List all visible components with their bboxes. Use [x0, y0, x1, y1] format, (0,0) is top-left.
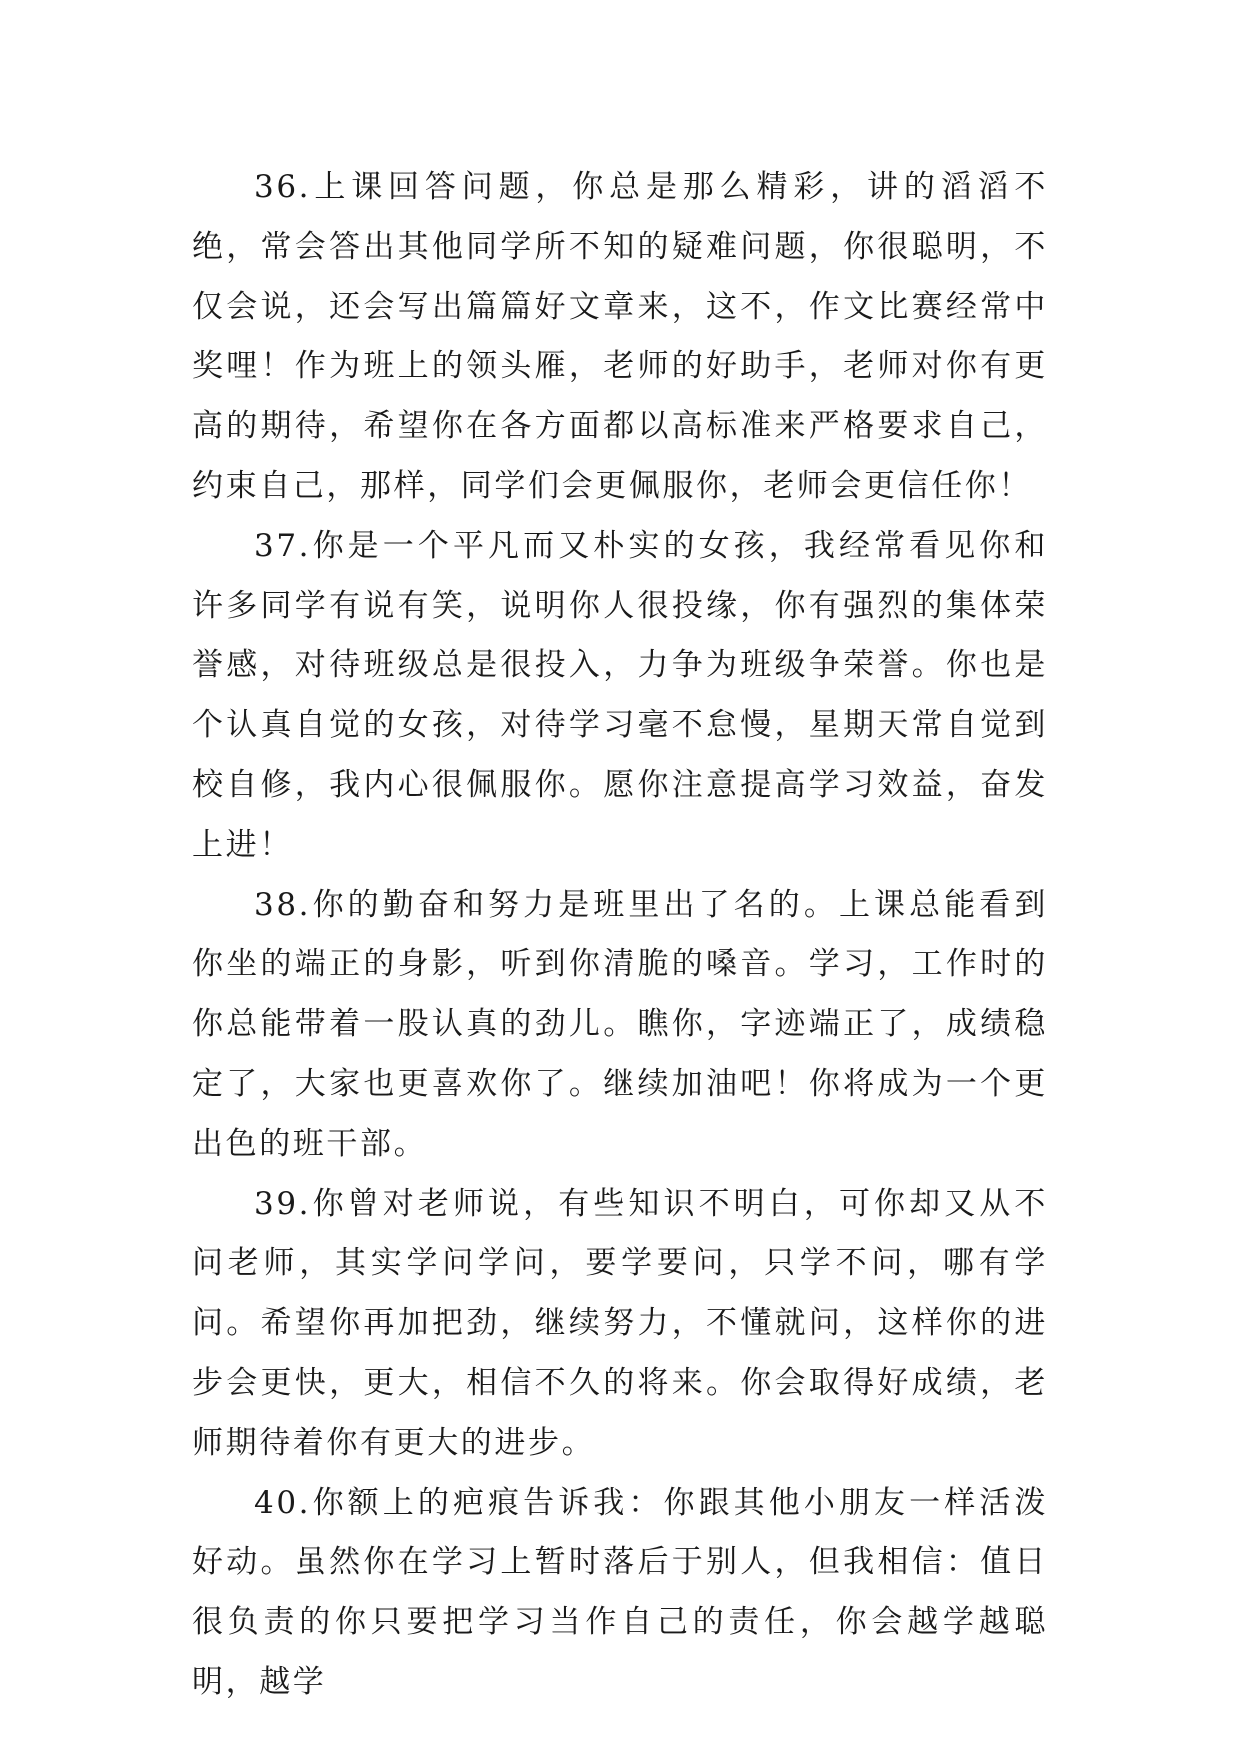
comment-paragraph-40: 40.你额上的疤痕告诉我：你跟其他小朋友一样活泼好动。虽然你在学习上暂时落后于别人，但我相信：值日很负责的你只要把学习当作自己的责任，你会越学越聪明，越学 [192, 1484, 1048, 1700]
comment-paragraph-36: 36.上课回答问题，你总是那么精彩，讲的滔滔不绝，常会答出其他同学所不知的疑难问题，你很聪明，不仅会说，还会写出篇篇好文章来，这不，作文比赛经常中奖哩！作为班上的领头雁，老师的好助手，老师对你有更高的期待，希望你在各方面都以高标准来严格要求自己，约束自己，那样，同学们会更佩服你，老师会更信任你！ [192, 169, 1048, 504]
comment-paragraph-39: 39.你曾对老师说，有些知识不明白，可你却又从不问老师，其实学问学问，要学要问，只学不问，哪有学问。希望你再加把劲，继续努力，不懂就问，这样你的进步会更快，更大，相信不久的将来。你会取得好成绩，老师期待着你有更大的进步。 [192, 1185, 1048, 1461]
comment-paragraph-37: 37.你是一个平凡而又朴实的女孩，我经常看见你和许多同学有说有笑，说明你人很投缘，你有强烈的集体荣誉感，对待班级总是很投入，力争为班级争荣誉。你也是个认真自觉的女孩，对待学习毫不怠慢，星期天常自觉到校自修，我内心很佩服你。愿你注意提高学习效益，奋发上进！ [192, 527, 1048, 863]
comment-paragraph-38: 38.你的勤奋和努力是班里出了名的。上课总能看到你坐的端正的身影，听到你清脆的嗓音。学习，工作时的你总能带着一股认真的劲儿。瞧你，字迹端正了，成绩稳定了，大家也更喜欢你了。继续加油吧！你将成为一个更出色的班干部。 [192, 886, 1048, 1162]
document-body [192, 158, 1048, 1713]
